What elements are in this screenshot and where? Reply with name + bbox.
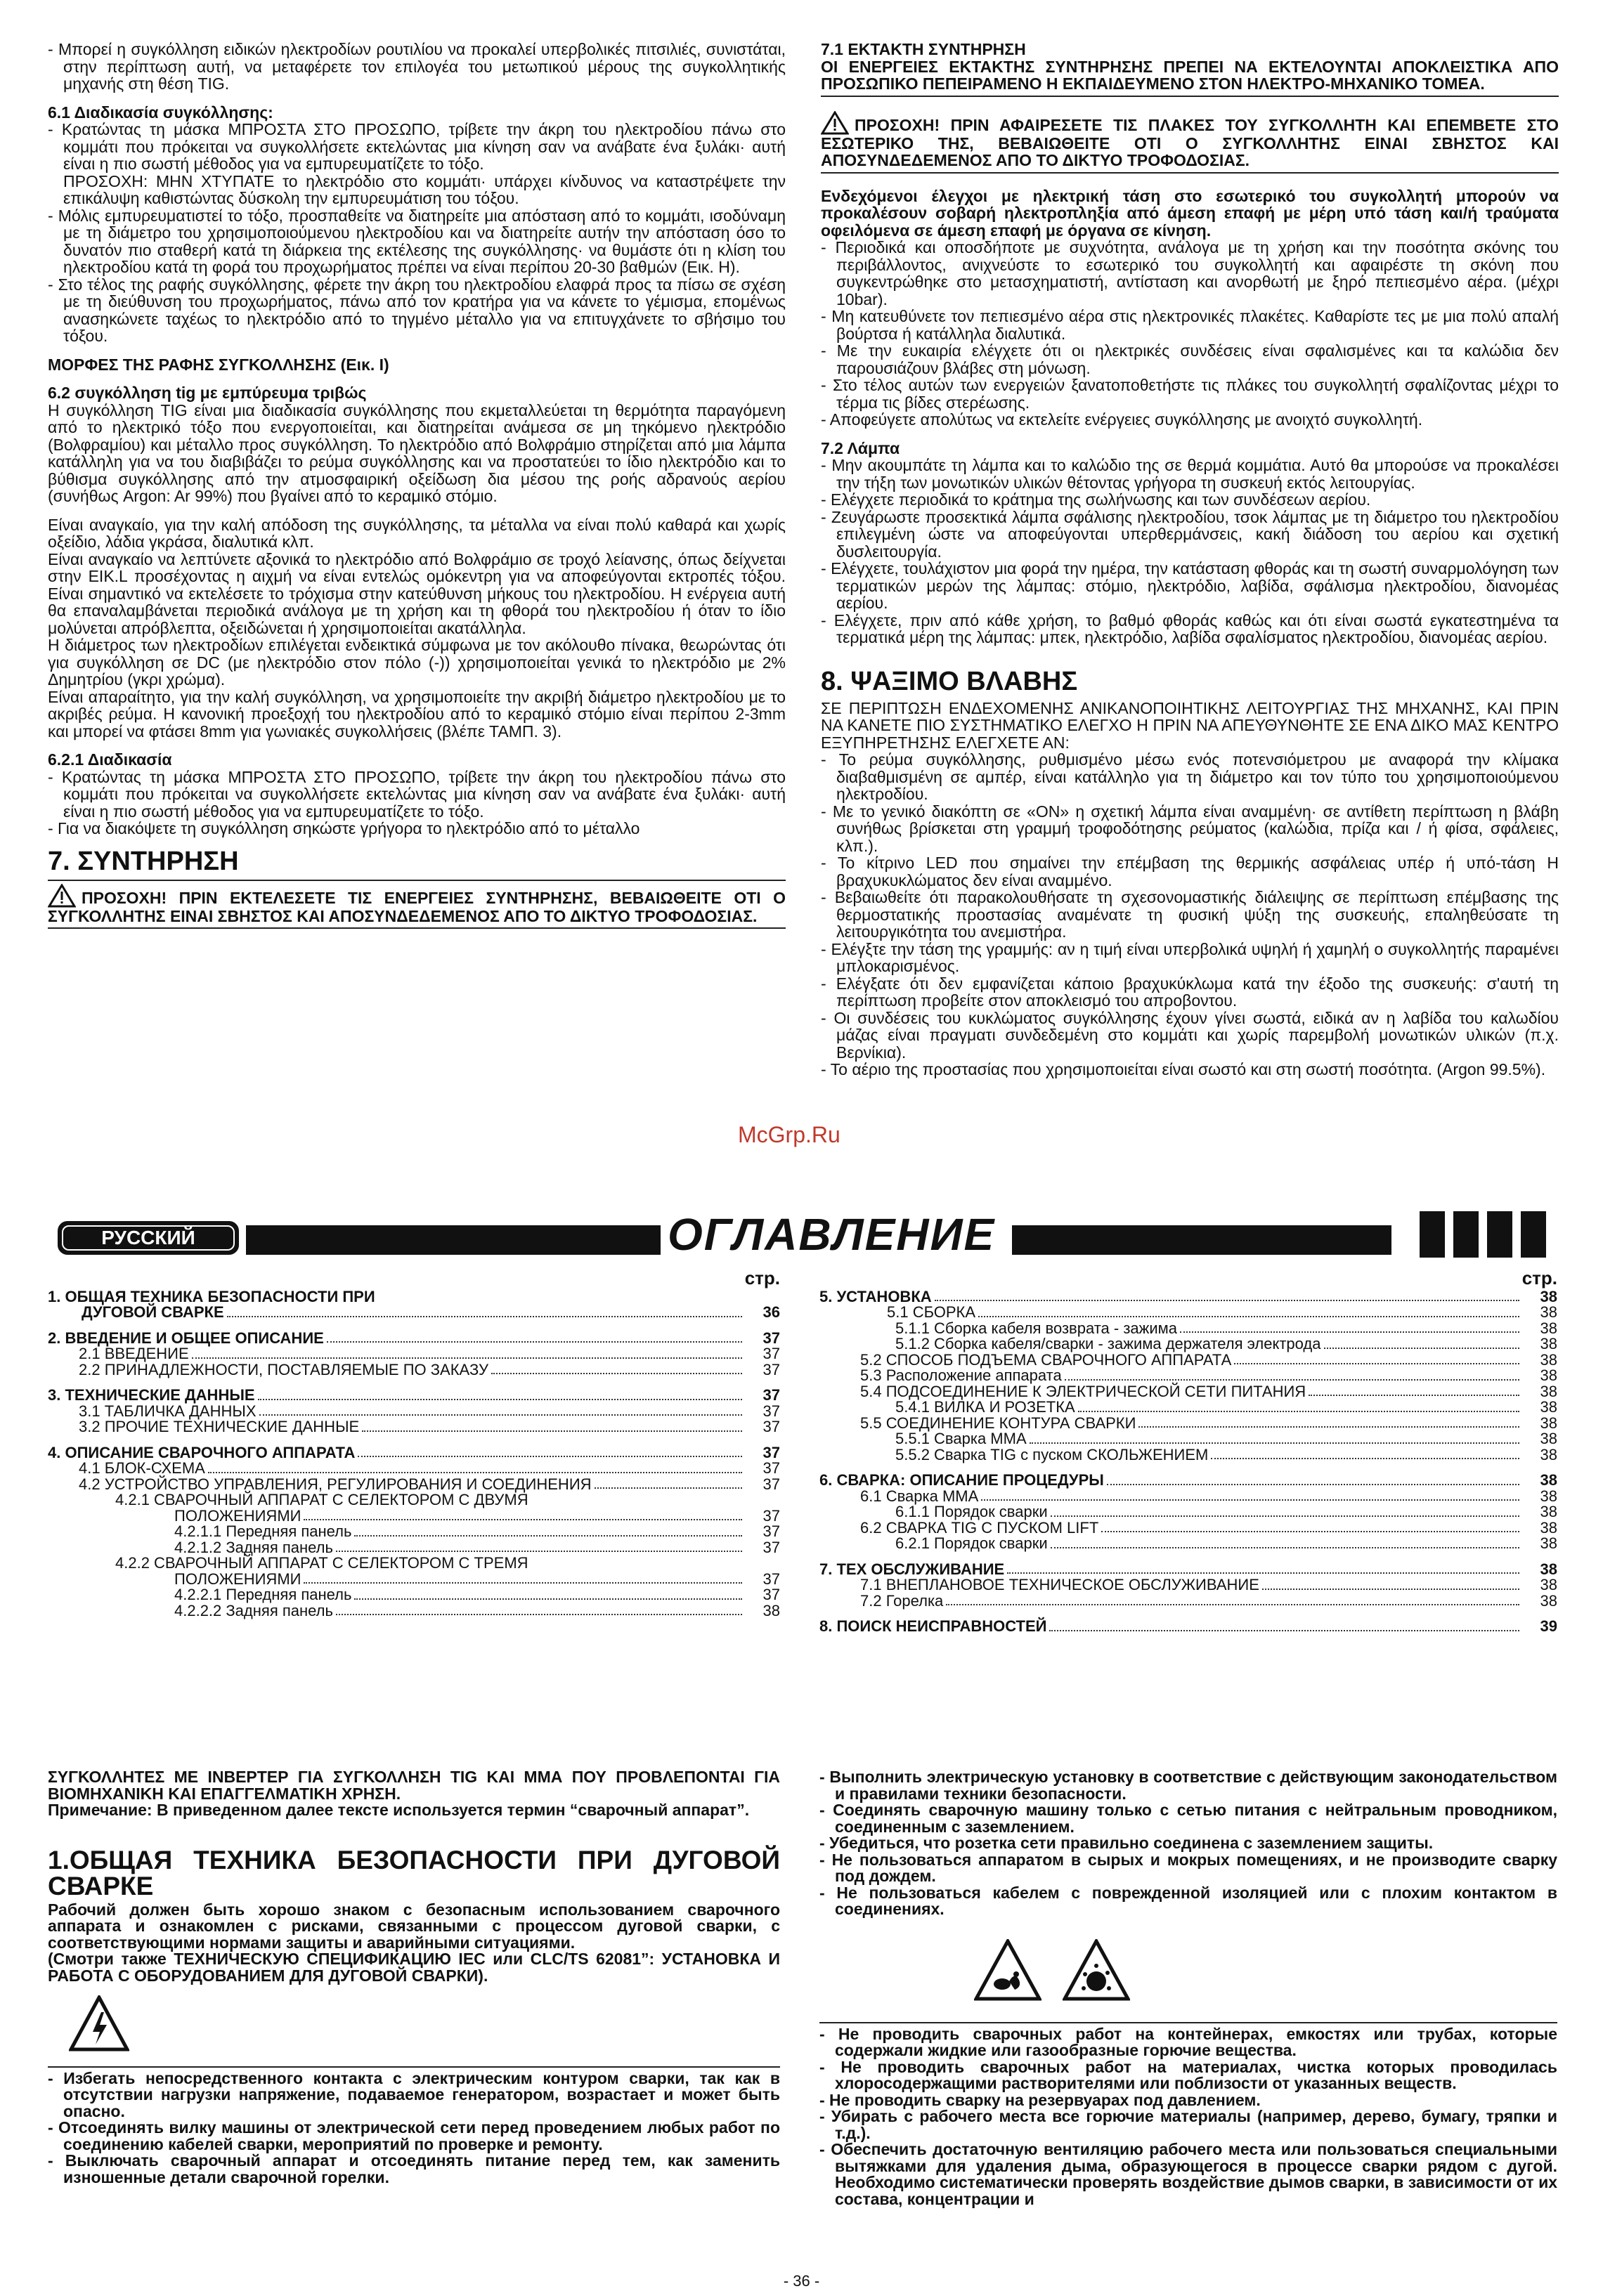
toc-entry-title: 4. ОПИСАНИЕ СВАРОЧНОГО АППАРАТА <box>48 1443 356 1461</box>
paragraph: ΠΡΟΣΟΧΗ: ΜΗΝ ΧΤΥΠΑΤΕ το ηλεκτρόδιο στο κομμάτι· υπάρχει κίνδυνος να καταστρέψετε την επικάλυψη καθιστώντας δύσκολη την εμπυρευμάτιση του τόξου. <box>63 171 786 207</box>
toc-page-number: 38 <box>1540 1503 1557 1520</box>
leader-dots <box>491 1373 742 1374</box>
paragraph: - Μπορεί η συγκόλληση ειδικών ηλεκτροδίων ρουτιλίου να προκαλεί υπερβολικές πιτσιλιές, συνιστάται, στην περίπτωση αυτή, να μεταφέρετε τον επιλογέα του μετωπικού μέρους της συγκολλητικής μηχανής στη θέση TIG. <box>48 40 786 93</box>
paragraph: - Ελέγξτε την τάση της γραμμής: αν η τιμή είναι υπερβολικά υψηλή ή χαμηλή ο συγκολλητής παραμένει μπλοκαρισμένος. <box>821 939 1559 975</box>
section-heading: 7.2 Λάμπα <box>821 438 900 457</box>
leader-dots <box>1101 1531 1519 1532</box>
toc-page-number: 36 <box>762 1303 780 1321</box>
paragraph: - Κρατώντας τη μάσκα ΜΠΡΟΣΤΑ ΣΤΟ ΠΡΟΣΩΠΟ, τρίβετε την άκρη του ηλεκτροδίου πάνω στο κομμάτι που πρόκειται να συγκολλήσετε εκτελώντας μια κίνηση σαν να ανάβατε ένα ξυλάκι· αυτή είναι η πιο σωστή μέθοδος για να εμπυρευματίζετε το τόξο. <box>48 767 786 821</box>
toc-page-number: 38 <box>1540 1591 1557 1610</box>
toc-page-number: 38 <box>1540 1414 1557 1432</box>
leader-dots <box>1211 1458 1519 1459</box>
toc-entry[interactable] <box>819 1384 1557 1400</box>
page-number: - 36 - <box>783 2272 820 2290</box>
leader-dots <box>227 1316 742 1317</box>
toc-entry-title: 6.1.1 Порядок сварки <box>895 1503 1048 1520</box>
toc-entry-title: 2. ВВЕДЕНИЕ И ОБЩЕЕ ОПИСАНИЕ <box>48 1329 324 1347</box>
toc-page-number: 38 <box>1540 1398 1557 1416</box>
banner-block <box>1521 1211 1546 1258</box>
toc-entry[interactable] <box>48 1492 780 1508</box>
toc-page-number: 38 <box>1540 1518 1557 1537</box>
section-heading: 6.1 Διαδικασία συγκόλλησης: <box>48 103 273 122</box>
leader-dots <box>935 1300 1519 1301</box>
leader-dots <box>304 1519 742 1520</box>
banner-bar <box>246 1225 661 1255</box>
toc-entry-title: 5.3 Расположение аппарата <box>860 1366 1062 1384</box>
paragraph: Η συγκόλληση TIG είναι μια διαδικασία συγκόλλησης που εκμεταλλεύεται τη θερμότητα παραγόμενη από το ηλεκτρικό τόξο που ενεργοποιείται, και διατηρείται ανάμεσα σε μη τηκόμενο ηλεκτρόδιο (Βολφραμίου) και μέταλλο προς συγκόλληση. Το ηλεκτρόδιο από Βολφράμιο στηρίζεται από μια λάμπα κατάλληλη για να του διαβιβάζει το ρεύμα συγκόλλησης και να προστατεύει το ίδιο ηλεκτρόδιο και το βύθισμα συγκόλλησης από την ατμοσφαιρική οξείδωση δια μέσου της ροής αδρανούς αερίου (συνήθως Argon: Ar 99%) που βγαίνει από το κεραμικό στόμιο. <box>48 400 786 505</box>
leader-dots <box>1234 1363 1519 1364</box>
toc-entry-title: 6.2 СВАРКА TIG С ПУСКОМ LIFT <box>860 1518 1099 1537</box>
leader-dots <box>1324 1348 1520 1349</box>
toc-entry-title: 4.2.2.2 Задняя панель <box>174 1601 333 1619</box>
explosion-hazard-warning-icon <box>1063 1939 1130 2001</box>
list-item: - Убедиться, что розетка сети правильно соединена с заземлением защиты. <box>819 1834 1434 1852</box>
section-banner <box>49 1201 1560 1258</box>
toc-entry-title: 5.1.2 Сборка кабеля/сварки - зажима держателя электрода <box>895 1335 1321 1352</box>
chapter-heading: 7. ΣΥΝΤΗΡΗΣΗ <box>48 846 239 876</box>
toc-entry[interactable] <box>48 1572 780 1588</box>
toc-page-number: 38 <box>1540 1335 1557 1352</box>
paragraph: ΣΕ ΠΕΡΙΠΤΩΣΗ ΕΝΔΕΧΟΜΕΝΗΣ ΑΝΙΚΑΝΟΠΟΙΗΤΙΚΗΣ ΛΕΙΤΟΥΡΓΙΑΣ ΤΗΣ ΜΗΧΑΝΗΣ, ΚΑΙ ΠΡΙΝ ΝΑ ΚΑΝΕΤΕ ΠΙΟ ΣΥΣΤΗΜΑΤΙΚΟ ΕΛΕΓΧΟ Η ΠΡΙΝ ΝΑ ΑΠΕΥΘΥΝΘΗΤΕ ΣΕ ΕΝΑ ΔΙΚΟ ΜΑΣ ΚΕΝΤΡΟ ΕΞΥΠΗΡΕΤΗΣΗΣ ΕΛΕΓΧΕΤΕ ΑΝ: <box>821 698 1559 752</box>
section-heading: 7.1 ΕΚΤΑΚΤΗ ΣΥΝΤΗΡΗΣΗ <box>821 40 1026 58</box>
paragraph: Примечание: В приведенном далее тексте используется термин “сварочный аппарат”. <box>48 1801 750 1819</box>
paragraph: - Κρατώντας τη μάσκα ΜΠΡΟΣΤΑ ΣΤΟ ΠΡΟΣΩΠΟ, τρίβετε την άκρη του ηλεκτροδίου πάνω στο κομμάτι που πρόκειται να συγκολλήσετε εκτελώντας μια κίνηση σαν να ανάβατε ένα ξυλάκι· αυτή είναι η πιο σωστή μέθοδος για να εμπυρευματίζετε το τόξο. <box>48 120 786 173</box>
paragraph: Είναι αναγκαίο να λεπτύνετε αξονικά το ηλεκτρόδιο από Βολφράμιο σε τροχό λείανσης, όπως δείχνεται στην ΕΙΚ.L προσέχοντας η αιχμή να είναι εντελώς ομόκεντρη για να αποφεύγονται εκτροπές τόξου. Είναι σημαντικό να εκτελέσετε το τρόχισμα στην κατεύθυνση μήκους του ηλεκτροδίου. Η ενέργεια αυτή θα επαναλαμβάνεται περιοδικά ανάλογα με τη χρήση και τη φθορά του ηλεκτροδίου ή όταν το ίδιο μολύνεται απρόβλεπτα, οξειδώνεται ή χρησιμοποιείται ακατάλληλα. <box>48 549 786 637</box>
toc-page-number: 38 <box>1540 1287 1557 1305</box>
toc-right <box>819 1267 1557 1635</box>
toc-entry-title: 4.2.1 СВАРОЧНЫЙ АППАРАТ С СЕЛЕКТОРОМ С ДВУМЯ <box>115 1491 528 1508</box>
toc-entry-title: 4.2.2 СВАРОЧНЫЙ АППАРАТ С СЕЛЕКТОРОМ С ТРЕМЯ <box>115 1554 528 1572</box>
warning-text <box>821 111 1559 169</box>
toc-page-number: 38 <box>1540 1303 1557 1321</box>
paragraph: - Το κίτρινο LED που σημαίνει την επέμβαση της θερμικής ασφάλειας υπέρ ή υπό-τάση Η βραχυκυκλώματος δεν είναι αναμμένο. <box>821 854 1559 889</box>
paragraph: - Ελέγχετε, πριν από κάθε χρήση, το βαθμό φθοράς καθώς και ότι είναι σωστά εγκατεστημένα τα τερματικά μέρη της λάμπας: μπεκ, ηλεκτρόδιο, λαβίδα σφαλίσματος ηλεκτροδίου, διανομέας αερίου. <box>821 611 1559 646</box>
leader-dots <box>595 1487 742 1489</box>
leader-dots <box>258 1399 742 1400</box>
toc-page-number: 37 <box>762 1459 780 1477</box>
paragraph: - Μόλις εμπυρευματιστεί το τόξο, προσπαθείτε να διατηρείτε μια απόσταση από το κομμάτι, ισοδύναμη με τη διάμετρο του χρησιμοποιούμενου ηλεκτροδίου και να διατηρείτε αυτήν την απόσταση όσο το δυνατόν πιο σταθερή κατά τη διάρκεια της εκτέλεσης της συγκόλλησης· να θυμάστε ότι η κλίση του ηλεκτροδίου κατά τη φορά του προχωρήματος πρέπει να είναι περίπου 20-30 βαθμών (Εικ. Η). <box>48 206 786 276</box>
leader-dots <box>358 1456 742 1457</box>
paragraph: Рабочий должен быть хорошо знаком с безопасным использованием сварочного аппарата и ознакомлен с рисками, связанными с процессом дуговой сварки, с соответствующими нормами защиты и аварийными ситуациями. <box>48 1900 780 1952</box>
warning-icon <box>48 884 76 908</box>
toc-page-number: 37 <box>762 1443 780 1461</box>
russian-left-column <box>48 1769 780 2186</box>
warning-text <box>48 884 786 925</box>
toc-entry-title: 7.2 Горелка <box>860 1591 944 1610</box>
paragraph: - Για να διακόψετε τη συγκόλληση σηκώστε γρήγορα το ηλεκτρόδιο από το μέταλλο <box>48 819 640 837</box>
list-item: - Выполнить электрическую установку в соответствие с действующим законодательством и правилами техники безопасности. <box>819 1768 1557 1803</box>
paragraph: - Ελέγχετε, τουλάχιστον μια φορά την ημέρα, την κατάσταση φθοράς και τη σωστή συναρμολόγηση των τερματικών μερών της λάμπας: στόμιο, ηλεκτρόδιο, λαβίδα, σφάλισμα ηλεκτροδίου, διανομέας αερίου. <box>821 559 1559 612</box>
list-item: - Соединять сварочную машину только с сетью питания с нейтральным проводником, соединенным с заземлением. <box>819 1801 1557 1836</box>
toc-entry[interactable] <box>48 1346 780 1362</box>
toc-entry[interactable] <box>48 1461 780 1477</box>
chapter-heading: 1.ОБЩАЯ ТЕХНИКА БЕЗОПАСНОСТИ ПРИ ДУГОВОЙ СВАРКЕ <box>48 1845 780 1900</box>
banner-block <box>1420 1211 1445 1258</box>
toc-entry[interactable] <box>48 1362 780 1378</box>
toc-entry[interactable] <box>819 1473 1557 1489</box>
toc-entry-title: 5. УСТАНОВКА <box>819 1287 932 1305</box>
language-label: РУССКИЙ <box>62 1225 235 1251</box>
toc-entry-title: ПОЛОЖЕНИЯМИ <box>174 1506 301 1525</box>
toc-entry-title: 4.1 БЛОК-СХЕМА <box>79 1459 205 1477</box>
leader-dots <box>354 1535 742 1537</box>
toc-entry[interactable] <box>819 1336 1557 1352</box>
paragraph: - Αποφεύγετε απολύτως να εκτελείτε ενέργειες συγκόλλησης με ανοιχτό συγκολλητή. <box>821 410 1423 429</box>
list-item: - Не пользоваться кабелем с поврежденной изоляцией или с плохим контактом в соединениях. <box>819 1883 1557 1918</box>
banner-bar <box>1012 1225 1391 1255</box>
toc-entry-title: 6.1 Сварка ММА <box>860 1487 979 1505</box>
leader-dots <box>1262 1589 1519 1590</box>
toc-entry[interactable] <box>819 1352 1557 1369</box>
divider <box>819 2022 1557 2023</box>
toc-entry-title: 4.2.1.1 Передняя панель <box>174 1522 352 1540</box>
toc-entry[interactable] <box>819 1577 1557 1593</box>
toc-page-number: 37 <box>762 1386 780 1404</box>
leader-dots <box>208 1472 742 1473</box>
toc-entry-title: ДУГОВОЙ СВАРКЕ <box>82 1303 224 1321</box>
toc-entry[interactable] <box>48 1331 780 1347</box>
toc-entry[interactable] <box>48 1289 780 1305</box>
language-badge <box>58 1221 239 1255</box>
toc-page-number: 37 <box>762 1345 780 1362</box>
leader-dots <box>1065 1379 1519 1381</box>
paragraph: - Ζευγάρωστε προσεκτικά λάμπα σφάλισης ηλεκτροδίου, τσοκ λάμπας με τη διάμετρο του ηλεκτροδίου επιλεγμένη ώστε να αποφεύγονται υπερθερμάνσεις, κακή διάδοση του αερίου και σχετική δυσλειτουργία. <box>821 507 1559 561</box>
toc-entry[interactable] <box>48 1508 780 1525</box>
paragraph: ΣΥΓΚΟΛΛΗΤΕΣ ΜΕ ΙΝΒΕΡΤΕΡ ΓΙΑ ΣΥΓΚΟΛΛΗΣΗ TIG ΚΑΙ ΜΜΑ ΠΟΥ ΠΡΟΒΛΕΠΟΝΤΑΙ ΓΙΑ ΒΙΟΜΗΧΑΝΙΚΗ ΚΑΙ ΕΠΑΓΓΕΛΜΑΤΙΚΗ ΧΡΗΣΗ. <box>48 1768 780 1803</box>
leader-dots <box>1180 1331 1519 1333</box>
divider <box>48 2066 780 2068</box>
page-column-header: стр. <box>744 1267 780 1289</box>
leader-dots <box>259 1414 742 1416</box>
toc-page-number: 38 <box>1540 1445 1557 1463</box>
leader-dots <box>1007 1572 1519 1574</box>
paragraph: - Με το γενικό διακόπτη σε «ON» η σχετική λάμπα είναι αναμμένη· σε αντίθετη περίπτωση η βλάβη συνήθως βρίσκεται στη γραμμή τροφοδότησης ρεύματος (καλώδια, πρίζα και / ή φίσα, σφάλειες, κλπ.). <box>821 802 1559 855</box>
toc-page-number: 38 <box>1540 1534 1557 1552</box>
russian-right-column <box>819 1769 1557 2207</box>
toc-page-number: 38 <box>1540 1560 1557 1578</box>
toc-left <box>48 1267 780 1619</box>
divider <box>48 927 786 929</box>
paragraph: - Στο τέλος αυτών των ενεργειών ξανατοποθετήστε τις πλάκες του συγκολλητή σφαλίζοντας μέχρι το τέρμα τις βίδες στερέωσης. <box>821 376 1559 412</box>
toc-entry-title: 5.5 СОЕДИНЕНИЕ КОНТУРА СВАРКИ <box>860 1414 1136 1432</box>
toc-entry-title: 5.4.1 ВИЛКА И РОЗЕТКА <box>895 1398 1075 1416</box>
toc-page-number: 37 <box>762 1522 780 1540</box>
toc-entry[interactable] <box>819 1504 1557 1520</box>
toc-entry[interactable] <box>819 1368 1557 1384</box>
toc-entry-title: 5.5.2 Сварка TIG с пуском СКОЛЬЖЕНИЕМ <box>895 1445 1209 1463</box>
watermark-text: McGrp.Ru <box>738 1122 841 1147</box>
list-item: - Не пользоваться аппаратом в сырых и мокрых помещениях, и не производите сварку под дождем. <box>819 1850 1557 1885</box>
toc-entry[interactable] <box>819 1400 1557 1416</box>
toc-entry[interactable] <box>48 1388 780 1404</box>
toc-page-number: 38 <box>1540 1366 1557 1384</box>
section-heading: 6.2 συγκόλληση tig με εμπύρευμα τριβώς <box>48 384 367 402</box>
section-heading: 6.2.1 Διαδικασία <box>48 750 172 769</box>
divider <box>821 96 1559 97</box>
section-heading: ΜΟΡΦΕΣ ΤΗΣ ΡΑΦΗΣ ΣΥΓΚΟΛΛΗΣΗΣ (Εικ. I) <box>48 355 389 374</box>
toc-page-number: 37 <box>762 1538 780 1556</box>
toc-entry-title: 5.5.1 Сварка ММА <box>895 1430 1027 1447</box>
toc-entry-title: 1. ОБЩАЯ ТЕХНИКА БЕЗОПАСНОСТИ ПРИ <box>48 1287 375 1305</box>
list-item: - Не проводить сварочных работ на контейнерах, емкостях или трубах, которые содержали жидкие или газообразные горючие вещества. <box>819 2024 1557 2059</box>
leader-dots <box>1030 1442 1519 1444</box>
toc-entry[interactable] <box>819 1431 1557 1447</box>
toc-entry[interactable] <box>819 1562 1557 1578</box>
paragraph: (Смотри также ТЕХНИЧЕСКУЮ СПЕЦИФИКАЦИЮ IEC или CLC/TS 62081”: УСТАНОВКА И РАБОТА С ОБОРУДОВАНИЕМ ДЛЯ ДУГОВОЙ СВАРКИ). <box>48 1950 780 1985</box>
banner-block <box>1487 1211 1512 1258</box>
toc-entry-title: 3.2 ПРОЧИЕ ТЕХНИЧЕСКИЕ ДАННЫЕ <box>79 1418 360 1435</box>
leader-dots <box>1138 1426 1519 1428</box>
banner-block <box>1453 1211 1479 1258</box>
toc-entry-title: 4.2.1.2 Задняя панель <box>174 1538 333 1556</box>
divider <box>48 880 786 881</box>
paragraph: Είναι απαραίτητο, για την καλή συγκόλληση, να χρησιμοποιείτε την ακριβή διάμετρο ηλεκτροδίου με το ακριβές ρεύμα. Η κανονική προεξοχή του ηλεκτροδίου από το κεραμικό στόμιο είναι περίπου 2-3mm και μπορεί να φτάσει 8mm για γωνιακές συγκολλήσεις (βλέπε ΤΑΜΠ. 3). <box>48 687 786 741</box>
warning-icon <box>821 111 849 135</box>
contents-title: ОГЛАВЛЕНИЕ <box>668 1209 996 1260</box>
list-item: - Избегать непосредственного контакта с электрическим контуром сварки, так как в отсутствии нагрузки напряжение, подаваемое генератором, возрастает и может быть опасно. <box>48 2068 780 2120</box>
toc-entry-title: 5.2 СПОСОБ ПОДЪЕМА СВАРОЧНОГО АППАРАТА <box>860 1350 1232 1369</box>
leader-dots <box>362 1430 742 1432</box>
list-item: - Не проводить сварку на резервуарах под давлением. <box>819 2090 1261 2109</box>
toc-page-number: 37 <box>762 1475 780 1493</box>
list-item: - Отсоединять вилку машины от электрической сети перед проведением любых работ по соединению кабелей сварки, мероприятий по проверке и ремонту. <box>48 2118 780 2153</box>
leader-dots <box>1051 1515 1519 1517</box>
toc-entry[interactable] <box>819 1321 1557 1337</box>
toc-page-number: 39 <box>1540 1617 1557 1635</box>
toc-entry[interactable] <box>48 1477 780 1493</box>
toc-entry[interactable] <box>48 1404 780 1420</box>
toc-page-number: 37 <box>762 1506 780 1525</box>
toc-entry-title: 7.1 ВНЕПЛАНОВОЕ ТЕХНИЧЕСКОЕ ОБСЛУЖИВАНИЕ <box>860 1576 1259 1593</box>
toc-page-number: 38 <box>1540 1576 1557 1593</box>
list-item: - Выключать сварочный аппарат и отсоединять питание перед тем, как заменить изношенные детали сварочной горелки. <box>48 2151 780 2186</box>
leader-dots <box>192 1357 742 1359</box>
toc-entry[interactable] <box>48 1445 780 1461</box>
greek-left-column <box>48 41 786 932</box>
toc-entry-title: 3. ТЕХНИЧЕСКИЕ ДАННЫЕ <box>48 1386 255 1404</box>
leader-dots <box>336 1551 742 1552</box>
paragraph: - Μην ακουμπάτε τη λάμπα και το καλώδιο της σε θερμά κομμάτια. Αυτό θα μπορούσε να προκαλέσει την τήξη των μονωτικών υλικών θέτοντας γρήγορα τη συσκευή εκτός λειτουργίας. <box>821 456 1559 492</box>
toc-entry-title: 2.2 ПРИНАДЛЕЖНОСТИ, ПОСТАВЛЯЕМЫЕ ПО ЗАКАЗУ <box>79 1360 488 1378</box>
toc-entry[interactable] <box>819 1593 1557 1610</box>
paragraph: - Μη κατευθύνετε τον πεπιεσμένο αέρα στις ηλεκτρονικές πλακέτες. Καθαρίστε τες με μια πολύ απαλή βούρτσα ή κατάλληλα διαλυτικά. <box>821 307 1559 343</box>
toc-entry-title: 5.1 СБОРКА <box>887 1303 976 1321</box>
leader-dots <box>1051 1547 1519 1548</box>
paragraph: Ενδεχόμενοι έλεγχοι με ηλεκτρική τάση στο εσωτερικό του συγκολλητή μπορούν να προκαλέσουν σοβαρή ηλεκτροπληξία από άμεση επαφή με μέρη υπό τάση και/ή τραύματα οφειλόμενα σε άμεση επαφή με όργανα σε κίνηση. <box>821 186 1559 240</box>
leader-dots <box>1309 1395 1519 1396</box>
toc-entry[interactable] <box>819 1447 1557 1463</box>
toc-entry[interactable] <box>48 1540 780 1556</box>
toc-entry[interactable] <box>819 1416 1557 1432</box>
paragraph: - Βεβαιωθείτε ότι παρακολουθήσατε τη σχεσονομαστικής διάλειψης σε περίπτωση επέμβασης της θερμοστατικής προστασίας αναμένατε τη φυσική ψύξη της συσκευής, επαληθεύσατε τη λειτουργικότητα του ανεμιστήρα. <box>821 888 1559 941</box>
paragraph: - Με την ευκαιρία ελέγχετε ότι οι ηλεκτρικές συνδέσεις είναι σφαλισμένες και τα καλώδια δεν παρουσιάζουν βλάβες στη μόνωση. <box>821 341 1559 377</box>
toc-entry-title: 4.2 УСТРОЙСТВО УПРАВЛЕНИЯ, РЕГУЛИРОВАНИЯ И СОЕДИНЕНИЯ <box>79 1475 592 1493</box>
leader-dots <box>327 1341 742 1343</box>
toc-entry-title: 5.4 ПОДСОЕДИНЕНИЕ К ЭЛЕКТРИЧЕСКОЙ СЕТИ ПИТАНИЯ <box>860 1382 1306 1400</box>
toc-page-number: 37 <box>762 1402 780 1420</box>
electric-shock-warning-icon <box>69 1995 129 2052</box>
toc-entry[interactable] <box>48 1555 780 1572</box>
toc-entry-title: 7. ТЕХ ОБСЛУЖИВАНИЕ <box>819 1560 1005 1578</box>
toc-entry[interactable] <box>48 1419 780 1435</box>
toc-page-number: 37 <box>762 1360 780 1378</box>
paragraph: - Στο τέλος της ραφής συγκόλλησης, φέρετε την άκρη του ηλεκτροδίου ελαφρά προς τα πίσω σε σχέση με τη διεύθυνση του προχωρήματος, πάνω από τον κρατήρα για να κάνετε το γέμισμα, επομένως ανασηκώνετε ταχέως το ηλεκτρόδιο από το τηγμένο μέταλλο για να επιτυγχάνετε το σβήσιμο του τόξου. <box>48 275 786 345</box>
toc-page-number: 38 <box>1540 1471 1557 1489</box>
toc-entry[interactable] <box>48 1524 780 1540</box>
divider <box>821 172 1559 174</box>
leader-dots <box>1107 1484 1519 1485</box>
fire-hazard-warning-icon <box>974 1939 1041 2001</box>
paragraph: - Ελέγξατε ότι δεν εμφανίζεται κάποιο βραχυκύκλωμα κατά την έξοδο της συσκευής: σ'αυτή τη περίπτωση προβείτε στον αποκλεισμό του απροβοντου. <box>821 974 1559 1010</box>
toc-entry-title: 4.2.2.1 Передняя панель <box>174 1586 352 1603</box>
toc-page-number: 37 <box>762 1586 780 1603</box>
chapter-heading: 8. ΨΑΞΙΜΟ ΒΛΑΒΗΣ <box>821 666 1078 696</box>
toc-entry[interactable] <box>48 1305 780 1321</box>
toc-entry[interactable] <box>819 1489 1557 1505</box>
toc-page-number: 37 <box>762 1418 780 1435</box>
list-item: - Не проводить сварочных работ на материалах, чистка которых проводилась хлоросодержащими растворителями или поблизости от указанных веществ. <box>819 2057 1557 2092</box>
leader-dots <box>1049 1630 1519 1631</box>
toc-entry[interactable] <box>819 1520 1557 1537</box>
leader-dots <box>354 1598 742 1600</box>
toc-entry[interactable] <box>819 1619 1557 1635</box>
leader-dots <box>304 1582 742 1584</box>
page-column-header: стр. <box>1521 1267 1557 1289</box>
toc-page-number: 38 <box>1540 1430 1557 1447</box>
paragraph: ΟΙ ΕΝΕΡΓΕΙΕΣ ΕΚΤΑΚΤΗΣ ΣΥΝΤΗΡΗΣΗΣ ΠΡΕΠΕΙ ΝΑ ΕΚΤΕΛΟΥΝΤΑΙ ΑΠΟΚΛΕΙΣΤΙΚΑ ΑΠΟ ΠΡΟΣΩΠΙΚΟ ΠΕΠΕΙΡΑΜΕΝΟ Η ΕΚΠΑΙΔΕΥΜΕΝΟ ΣΤΟΝ ΗΛΕΚΤΡΟ-ΜΗΧΑΝΙΚΟ ΤΟΜΕΑ. <box>821 57 1559 93</box>
toc-entry[interactable] <box>819 1536 1557 1552</box>
toc-page-number: 38 <box>762 1601 780 1619</box>
toc-entry[interactable] <box>48 1587 780 1603</box>
toc-page-number: 37 <box>762 1329 780 1347</box>
leader-dots <box>946 1604 1519 1605</box>
warning-label: ΠΡΟΣΟΧΗ! ΠΡΙΝ ΑΦΑΙΡΕΣΕΤΕ ΤΙΣ ΠΛΑΚΕΣ ΤΟΥ ΣΥΓΚΟΛΛΗΤΗ ΚΑΙ ΕΠΕΜΒΕΤΕ ΣΤΟ ΕΣΩΤΕΡΙΚΟ ΤΗΣ, ΒΕΒΑΙΩΘΕΙΤΕ ΟΤΙ Ο ΣΥΓΚΟΛΛΗΤΗΣ ΕΙΝΑΙ ΣΒΗΣΤΟΣ ΚΑΙ ΑΠΟΣΥΝΔΕΔΕΜΕΝΟΣ ΑΠΟ ΤΟ ΔΙΚΤΥΟ ΤΡΟΦΟΔΟΣΙΑΣ. <box>821 115 1559 169</box>
toc-page-number: 37 <box>762 1570 780 1588</box>
paragraph: - Ελέγχετε περιοδικά το κράτημα της σωλήνωσης και των συνδέσεων αερίου. <box>821 490 1371 509</box>
toc-entry-title: 3.1 ТАБЛИЧКА ДАННЫХ <box>79 1402 257 1420</box>
warning-label: ΠΡΟΣΟΧΗ! ΠΡΙΝ ΕΚΤΕΛΕΣΕΤΕ ΤΙΣ ΕΝΕΡΓΕΙΕΣ ΣΥΝΤΗΡΗΣΗΣ, ΒΕΒΑΙΩΘΕΙΤΕ ΟΤΙ Ο ΣΥΓΚΟΛΛΗΤΗΣ ΕΙΝΑΙ ΣΒΗΣΤΟΣ ΚΑΙ ΑΠΟΣΥΝΔΕΔΕΜΕΝΟΣ ΑΠΟ ΤΟ ΔΙΚΤΥΟ ΤΡΟΦΟΔΟΣΙΑΣ. <box>48 888 786 925</box>
toc-entry-title: 5.1.1 Сборка кабеля возврата - зажима <box>895 1319 1178 1337</box>
toc-page-number: 38 <box>1540 1319 1557 1337</box>
leader-dots <box>336 1614 742 1615</box>
toc-page-number: 38 <box>1540 1350 1557 1369</box>
toc-page-number: 38 <box>1540 1382 1557 1400</box>
leader-dots <box>981 1499 1519 1501</box>
leader-dots <box>1078 1411 1519 1412</box>
paragraph: - Το ρεύμα συγκόλλησης, ρυθμισμένο μέσω ενός ποτενσιόμετρου με αναφορά την κλίμακα διαβαθμισμένη σε αμπέρ, είναι κατάλληλο για τη διάμετρο και τον τύπο του χρησιμοποιούμενου ηλεκτροδίου. <box>821 750 1559 803</box>
paragraph: - Οι συνδέσεις του κυκλώματος συγκόλλησης έχουν γίνει σωστά, ειδικά αν η λαβίδα του καλωδίου μάζας είναι πραγματι συνδεδεμένη στο κομμάτι και χωρίς παρεμβολή μονωτικών υλικών (π.χ. Βερνίκια). <box>821 1008 1559 1062</box>
paragraph: Η διάμετρος των ηλεκτροδίων επιλέγεται ενδεικτικά σύμφωνα με τον ακόλουθο πίνακα, θεωρώντας ότι για συγκόλληση σε DC (με ηλεκτρόδιο στον πόλο (-)) χρησιμοποιείται γενικά το ηλεκτρόδιο με 2% Δημητρίου (γκρι χρώμα). <box>48 636 786 689</box>
leader-dots <box>978 1316 1519 1317</box>
toc-entry-title: 8. ПОИСК НЕИСПРАВНОСТЕЙ <box>819 1617 1047 1635</box>
toc-entry-title: 6. СВАРКА: ОПИСАНИЕ ПРОЦЕДУРЫ <box>819 1471 1104 1489</box>
toc-entry[interactable] <box>819 1289 1557 1305</box>
toc-page-number: 38 <box>1540 1487 1557 1505</box>
toc-entry-title: 6.2.1 Порядок сварки <box>895 1534 1048 1552</box>
paragraph: - Το αέριο της προστασίας που χρησιμοποιείται είναι σωστό και στη σωστή ποσότητα. (Argon 99.5%). <box>821 1060 1546 1078</box>
paragraph: - Περιοδικά και οποσδήποτε με συχνότητα, ανάλογα με τη χρήση και την ποσότητα σκόνης του περιβάλλοντος, ανιχνεύστε το εσωτερικό του συγκολλητή και αφαιρέστε τη σκόνη που συγκεντρώθηκε στο μετασχηματιστή, αντίσταση και ανορθωτή με ξηρό πεπιεσμένο αέρα. (μέχρι 10bar). <box>821 238 1559 308</box>
paragraph: Είναι αναγκαίο, για την καλή απόδοση της συγκόλλησης, τα μέταλλα να είναι πολύ καθαρά και χωρίς οξείδιο, λάδια γκράσα, διαλυτικά κλπ. <box>48 515 786 551</box>
toc-entry[interactable] <box>819 1305 1557 1321</box>
greek-right-column <box>821 41 1559 1078</box>
list-item: - Обеспечить достаточную вентиляцию рабочего места или пользоваться специальными вытяжками для удаления дыма, образующегося в процессе сварки рядом с дугой. Необходимо систематически проверять воздействие дымов сварки, в зависимости от их состава, концентрации и <box>819 2140 1557 2208</box>
list-item: - Убирать с рабочего места все горючие материалы (например, дерево, бумагу, тряпки и т.д.). <box>819 2107 1557 2142</box>
toc-entry-title: ПОЛОЖЕНИЯМИ <box>174 1570 301 1588</box>
toc-entry-title: 2.1 ВВЕДЕНИЕ <box>79 1345 189 1362</box>
toc-entry[interactable] <box>48 1603 780 1619</box>
